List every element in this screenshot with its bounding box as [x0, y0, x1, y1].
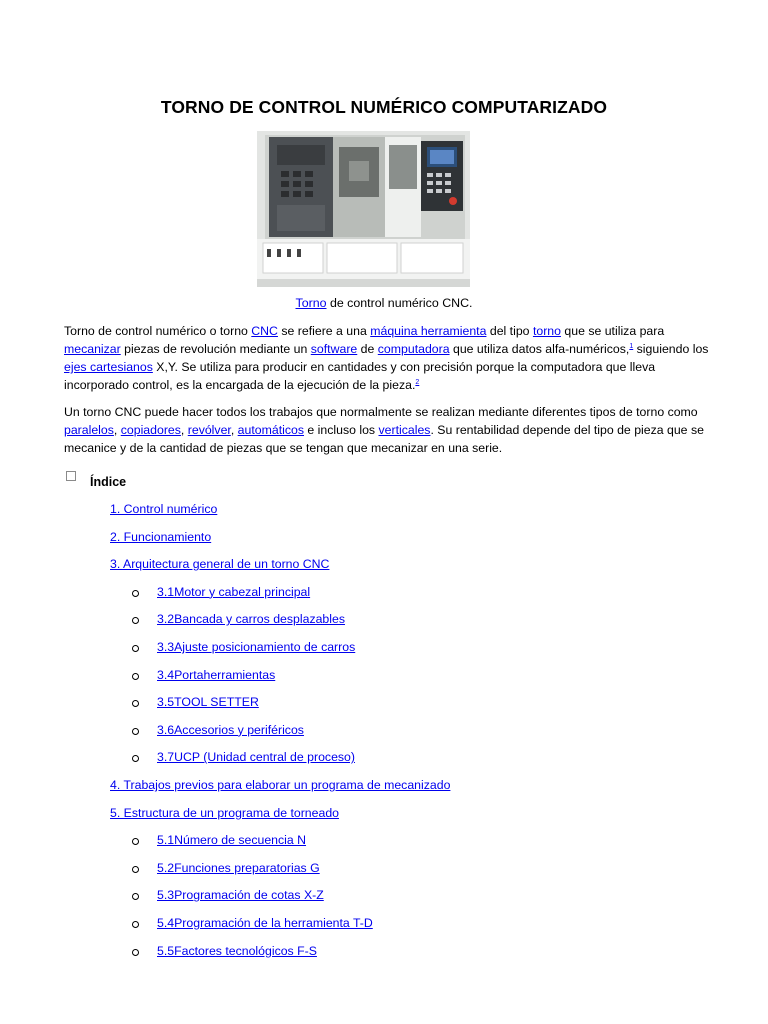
link-maquina-herramienta[interactable]: máquina herramienta: [370, 324, 487, 338]
list-bullet-icon: [132, 755, 139, 762]
link-mecanizar[interactable]: mecanizar: [64, 342, 121, 356]
toc-item: [157, 723, 304, 737]
link-revolver[interactable]: revólver: [187, 423, 231, 437]
link-paralelos[interactable]: paralelos: [64, 423, 114, 437]
toc-link[interactable]: 3. Arquitectura general de un torno CNC: [110, 557, 330, 572]
toc-link[interactable]: 3.5TOOL SETTER: [157, 695, 259, 710]
toc-link[interactable]: 3.1Motor y cabezal principal: [157, 584, 311, 599]
link-verticales[interactable]: verticales: [378, 423, 431, 437]
toc-item: [157, 750, 355, 764]
toc-item: [157, 612, 345, 626]
toc-link[interactable]: 2. Funcionamiento: [110, 529, 212, 544]
footnote-ref-2[interactable]: 2: [415, 378, 420, 386]
toc-item: [157, 833, 306, 847]
link-software[interactable]: software: [310, 342, 358, 356]
text-run: X,Y. Se utiliza para producir en cantidades y con precisión porque la computadora que lleva incorporado control, es la encargada de la ejecución de la pieza.: [64, 360, 656, 392]
toc-item: [110, 530, 211, 544]
caption-link-torno[interactable]: Torno: [295, 296, 327, 310]
text-run: que utiliza datos alfa-numéricos,: [449, 342, 630, 356]
text-run: que se utiliza para: [560, 324, 665, 338]
toc-item: [157, 861, 320, 875]
toc-link[interactable]: 5.3Programación de cotas X-Z: [157, 888, 324, 903]
link-copiadores[interactable]: copiadores: [120, 423, 181, 437]
toc-item: [110, 557, 329, 571]
link-automaticos[interactable]: automáticos: [237, 423, 304, 437]
footnote-ref-1[interactable]: 1: [629, 342, 634, 350]
list-bullet-icon: [132, 590, 139, 597]
text-run: piezas de revolución mediante un: [120, 342, 311, 356]
index-heading: Índice: [90, 475, 127, 489]
toc-item: [157, 888, 324, 902]
toc-item: [110, 502, 217, 516]
list-bullet-icon: [132, 893, 139, 900]
toc-link[interactable]: 3.2Bancada y carros desplazables: [157, 612, 345, 627]
link-torno[interactable]: torno: [532, 324, 561, 338]
figure-caption: [0, 296, 768, 310]
text-run: ,: [113, 423, 121, 437]
list-bullet-icon: [132, 617, 139, 624]
second-paragraph: [64, 403, 714, 457]
text-run: e incluso los: [303, 423, 379, 437]
list-bullet-icon: [132, 949, 139, 956]
toc-item: [157, 916, 373, 930]
list-bullet-icon: [132, 673, 139, 680]
list-bullet-icon: [132, 728, 139, 735]
toc-link[interactable]: 5.5Factores tecnológicos F-S: [157, 943, 317, 958]
toc-link[interactable]: 4. Trabajos previos para elaborar un programa de mecanizado: [110, 778, 451, 792]
text-run: del tipo: [486, 324, 533, 338]
cnc-lathe-photo: [257, 131, 470, 287]
toc-link[interactable]: 1. Control numérico: [110, 502, 218, 516]
toc-item: [157, 695, 259, 709]
text-run: ,: [230, 423, 238, 437]
intro-paragraph: [64, 322, 714, 394]
toc-link[interactable]: 5.2Funciones preparatorias G: [157, 860, 320, 875]
toc-link[interactable]: 3.6Accesorios y periféricos: [157, 722, 304, 737]
text-run: Un torno CNC puede hacer todos los trabajos que normalmente se realizan mediante diferentes tipos de torno como: [64, 405, 698, 419]
page-title: TORNO DE CONTROL NUMÉRICO COMPUTARIZADO: [160, 97, 608, 117]
caption-text: de control numérico CNC.: [326, 296, 473, 310]
toc-item: [110, 778, 450, 792]
toc-link[interactable]: 3.7UCP (Unidad central de proceso): [157, 750, 355, 765]
list-bullet-icon: [132, 700, 139, 707]
text-run: siguiendo los: [633, 342, 709, 356]
list-bullet-icon: [132, 921, 139, 928]
toc-link[interactable]: 5.4Programación de la herramienta T-D: [157, 916, 373, 930]
toc-item: [157, 585, 310, 599]
toc-link[interactable]: 5. Estructura de un programa de torneado: [110, 805, 339, 820]
list-bullet-icon: [132, 866, 139, 873]
link-cnc[interactable]: CNC: [251, 324, 278, 338]
toc-item: [157, 668, 275, 682]
index-toggle-checkbox[interactable]: [66, 471, 76, 481]
toc-item: [157, 640, 355, 654]
text-run: Torno de control numérico o torno: [64, 324, 252, 338]
text-run: de: [357, 342, 378, 356]
list-bullet-icon: [132, 838, 139, 845]
text-run: se refiere a una: [277, 324, 371, 338]
text-run: . Su rentabilidad depende del tipo de pieza que se mecanice y de la cantidad de piezas que se tengan que mecanizar en una serie.: [64, 423, 704, 455]
toc-link[interactable]: 5.1Número de secuencia N: [157, 833, 307, 848]
link-ejes-cartesianos[interactable]: ejes cartesianos: [64, 360, 153, 374]
cnc-lathe-illustration: [257, 131, 470, 287]
toc-link[interactable]: 3.3Ajuste posicionamiento de carros: [157, 640, 356, 654]
text-run: ,: [180, 423, 188, 437]
list-bullet-icon: [132, 645, 139, 652]
link-computadora[interactable]: computadora: [377, 342, 450, 356]
toc-item: [110, 806, 339, 820]
toc-link[interactable]: 3.4Portaherramientas: [157, 667, 276, 682]
toc-item: [157, 944, 317, 958]
